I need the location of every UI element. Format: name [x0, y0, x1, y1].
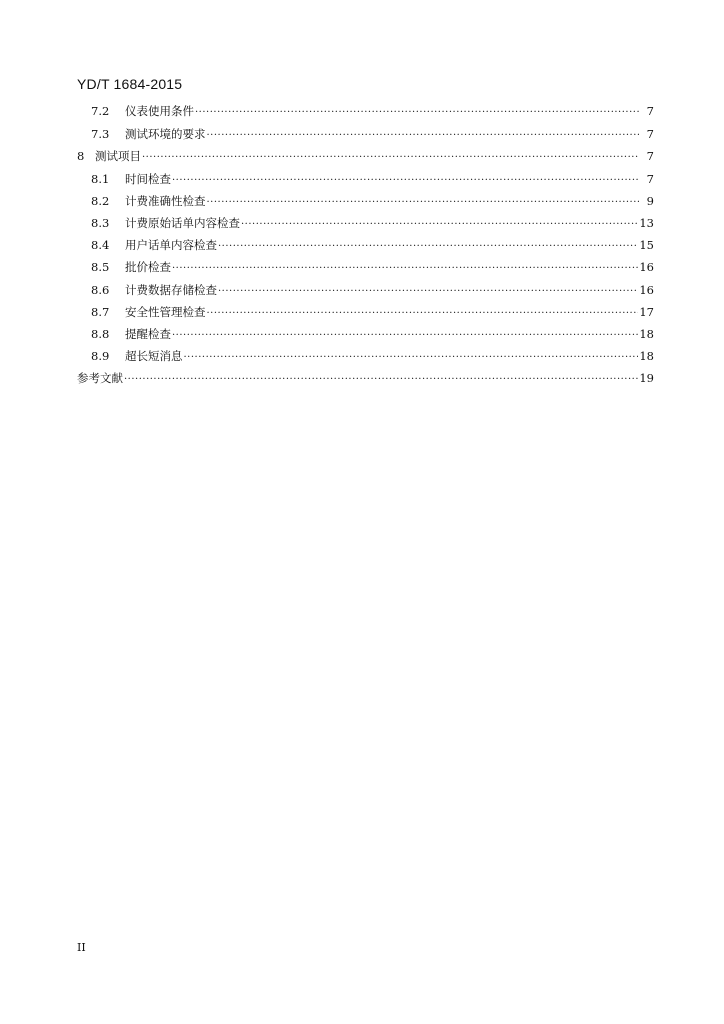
- toc-entry-page: 18: [639, 349, 654, 363]
- toc-dot-leader: [172, 327, 638, 345]
- toc-entry-title: 仪表使用条件: [125, 104, 194, 118]
- toc-entry-page: 7: [646, 104, 654, 118]
- toc-dot-leader: [172, 172, 639, 190]
- toc-entry-8-9[interactable]: [0, 347, 724, 365]
- toc-entry-page: 7: [646, 172, 654, 186]
- toc-dot-leader: [241, 216, 638, 234]
- toc-dot-leader: [124, 371, 638, 389]
- toc-entry-page: 16: [639, 283, 654, 297]
- toc-entry-8-5[interactable]: [0, 258, 724, 276]
- toc-entry-page: 18: [639, 327, 654, 341]
- toc-entry-number: 8.9: [91, 349, 110, 363]
- toc-entry-references[interactable]: [0, 369, 724, 387]
- toc-entry-page: 7: [646, 149, 654, 163]
- toc-entry-8-6[interactable]: [0, 281, 724, 299]
- toc-entry-7-3[interactable]: [0, 125, 724, 143]
- toc-entry-title: 超长短消息: [125, 349, 183, 363]
- toc-dot-leader: [207, 127, 640, 145]
- toc-dot-leader: [218, 283, 638, 301]
- toc-entry-number: 8.8: [91, 327, 110, 341]
- toc-entry-number: 8.4: [91, 238, 110, 252]
- toc-entry-number: 8.6: [91, 283, 110, 297]
- toc-dot-leader: [207, 305, 639, 323]
- toc-dot-leader: [218, 238, 638, 256]
- toc-entry-8-8[interactable]: [0, 325, 724, 343]
- toc-dot-leader: [142, 149, 639, 167]
- toc-dot-leader: [172, 260, 638, 278]
- toc-entry-number: 8.1: [91, 172, 110, 186]
- toc-entry-number: 8: [77, 149, 85, 163]
- toc-entry-page: 17: [639, 305, 654, 319]
- toc-entry-8-3[interactable]: [0, 214, 724, 232]
- toc-entry-title: 时间检查: [125, 172, 171, 186]
- toc-entry-number: 8.5: [91, 260, 110, 274]
- toc-entry-number: 8.2: [91, 194, 110, 208]
- toc-entry-number: 8.3: [91, 216, 110, 230]
- toc-entry-title: 测试项目: [95, 149, 141, 163]
- toc-entry-number: 7.3: [91, 127, 110, 141]
- toc-entry-page: 15: [639, 238, 654, 252]
- toc-entry-title: 测试环境的要求: [125, 127, 206, 141]
- toc-entry-8-1[interactable]: [0, 170, 724, 188]
- toc-entry-7-2[interactable]: [0, 102, 724, 120]
- toc-entry-title: 计费原始话单内容检查: [125, 216, 240, 230]
- toc-entry-title: 计费准确性检查: [125, 194, 206, 208]
- toc-entry-page: 19: [639, 371, 654, 385]
- toc-entry-number: 8.7: [91, 305, 110, 319]
- toc-entry-page: 7: [646, 127, 654, 141]
- toc-entry-title: 计费数据存储检查: [125, 283, 217, 297]
- toc-entry-8-4[interactable]: [0, 236, 724, 254]
- toc-entry-8-2[interactable]: [0, 192, 724, 210]
- toc-entry-page: 13: [639, 216, 654, 230]
- toc-entry-8[interactable]: [0, 147, 724, 165]
- toc-dot-leader: [195, 104, 639, 122]
- toc-dot-leader: [207, 194, 640, 212]
- toc-entry-title: 安全性管理检查: [125, 305, 206, 319]
- toc-entry-8-7[interactable]: [0, 303, 724, 321]
- toc-entry-page: 16: [639, 260, 654, 274]
- toc-entry-page: 9: [646, 194, 654, 208]
- toc-entry-title: 提醒检查: [125, 327, 171, 341]
- toc-entry-title: 用户话单内容检查: [125, 238, 217, 252]
- toc-entry-title: 参考文献: [77, 371, 123, 385]
- page-number-footer: II: [77, 941, 86, 954]
- toc-dot-leader: [184, 349, 639, 367]
- toc-entry-number: 7.2: [91, 104, 110, 118]
- document-id-header: YD/T 1684-2015: [77, 76, 183, 92]
- toc-entry-title: 批价检查: [125, 260, 171, 274]
